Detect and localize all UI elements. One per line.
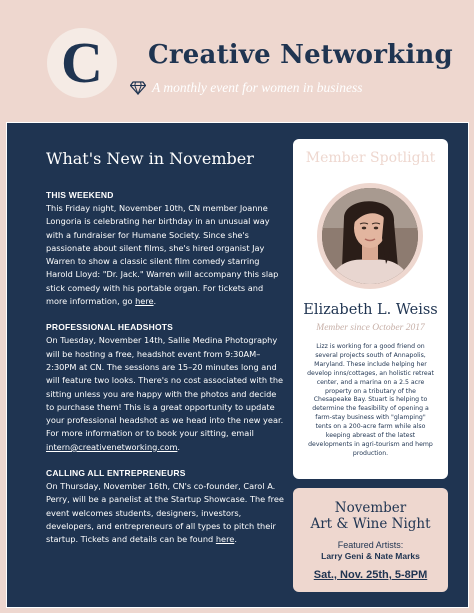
member-photo [322,188,418,284]
spotlight-heading: Member Spotlight [305,150,436,166]
news-column [46,149,286,561]
tickets-link[interactable]: here [135,296,154,307]
section-text: On Thursday, November 16th, CN's co-founder, Carol A. Perry, will be a panelist at the Startup Showcase. The free event welcomes students, designers, investors, developers, and entrepreneurs of all types to pitch their startup. Tickets and details can be found here. [46,481,284,545]
featured-artists: Larry Geni & Nate Marks [321,551,420,561]
header-banner [0,0,474,120]
section-text: This Friday night, November 10th, CN member Joanne Longoria is celebrating her birthday in an unusual way with a fundraiser for Humane Society. Since she's passionate about silent films, she's hired organist Jay Warren to show a classic silent film comedy starring Harold Lloyd: "Dr. Jack." Warren will accompany this slap stick comedy with his portable organ. For tickets and more information, go here. [46,203,279,307]
event-title-line2: Art & Wine Night [310,516,431,532]
featured-label: Featured Artists: [337,540,404,550]
event-title-line1: November [334,500,407,516]
logo-letter: C [61,30,103,95]
logo [47,28,117,98]
section-text: On Tuesday, November 14th, Sallie Medina Photography will be hosting a free, headshot event from 9:30AM–2:30PM at CN. The sessions are 15–20 minutes long and will feature two looks. There's no cost associated with the sitting unless you are happy with the photos and decide to purchase them! This is a great opportunity to update your professional headshot as we head into the new year. For more information or to book your sitting, email intern@creativenetworking.com. [46,335,284,452]
member-since: Member since October 2017 [316,323,425,333]
section-title: PROFESSIONAL HEADSHOTS [46,322,174,333]
news-section-entrepreneurs [46,468,286,546]
newsletter-subtitle: A monthly event for women in business [152,80,363,95]
section-title: CALLING ALL ENTREPRENEURS [46,468,186,479]
news-heading: What's New in November [46,149,254,168]
email-link[interactable]: intern@creativenetworking.com [46,441,178,452]
news-section-weekend [46,190,286,308]
event-card [293,488,448,592]
portrait-illustration [322,188,418,284]
newsletter-title: Creative Networking [148,40,453,70]
member-bio: Lizz is working for a good friend on several projects south of Annapolis, Maryland. These include helping her develop inns/cottages, an holistic retreat center, and a marina on a 2.5 acre property on a tributary of the Chesapeake Bay. Stuart is helping to determine the feasibility of opening a farm-stay business with "glamping" tents on a 200-acre farm while also keeping abreast of the latest developments in agri-tourism and hemp production. [307,343,434,457]
event-title [293,500,448,532]
diamond-icon [130,81,146,95]
member-photo-frame [317,183,423,289]
section-title: THIS WEEKEND [46,190,114,200]
news-section-headshots [46,322,286,454]
member-name: Elizabeth L. Weiss [303,302,438,318]
details-link[interactable]: here [215,534,235,545]
member-spotlight-card [293,139,448,479]
event-date-link[interactable]: Sat., Nov. 25th, 5-8PM [313,569,428,581]
